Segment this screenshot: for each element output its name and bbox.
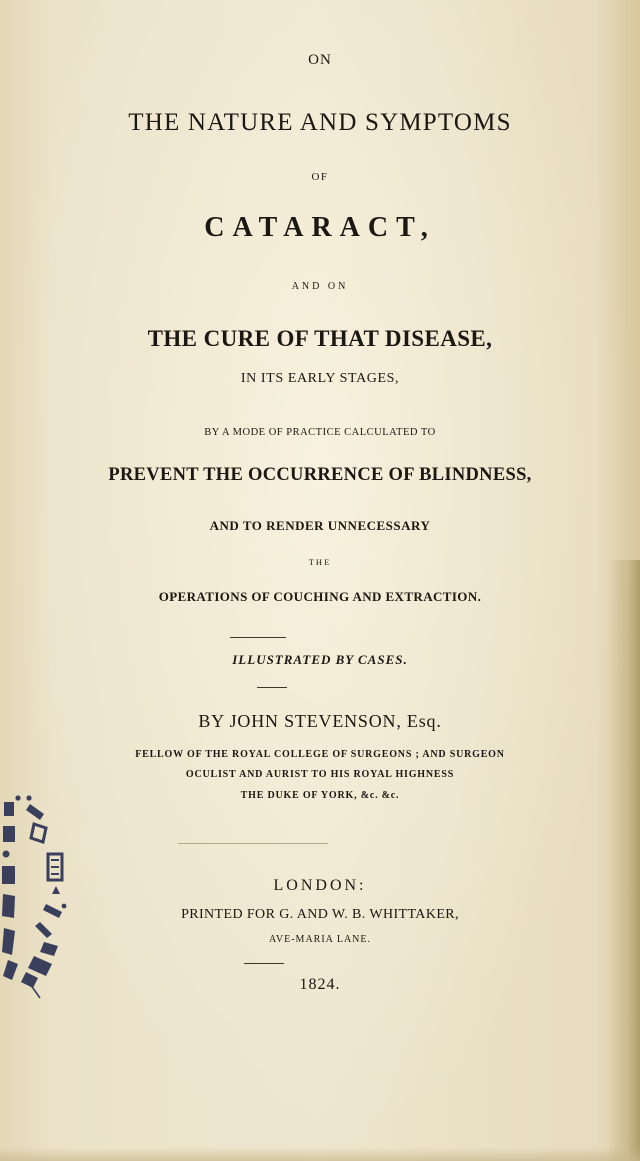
heading-and-on: AND ON bbox=[291, 281, 349, 292]
heading-on: ON bbox=[308, 52, 332, 68]
imprint-address: AVE-MARIA LANE. bbox=[268, 934, 372, 945]
divider-rule bbox=[257, 687, 287, 688]
early-stages-line: IN ITS EARLY STAGES, bbox=[240, 371, 400, 386]
mode-line: BY A MODE OF PRACTICE CALCULATED TO bbox=[204, 427, 436, 438]
paper-bottom-edge bbox=[0, 1147, 640, 1161]
divider-rule bbox=[178, 843, 328, 844]
paper-edge-stain bbox=[608, 560, 640, 1161]
credentials-line: FELLOW OF THE ROYAL COLLEGE OF SURGEONS ; AND SURGEON bbox=[135, 749, 505, 760]
the-line: THE bbox=[308, 557, 332, 567]
cure-title: THE CURE OF THAT DISEASE, bbox=[147, 326, 493, 351]
prevent-line: PREVENT THE OCCURRENCE OF BLINDNESS, bbox=[108, 465, 532, 485]
credentials-line: THE DUKE OF YORK, &c. &c. bbox=[240, 790, 400, 801]
credentials-line: OCULIST AND AURIST TO HIS ROYAL HIGHNESS bbox=[185, 769, 455, 780]
render-line: AND TO RENDER UNNECESSARY bbox=[209, 518, 431, 533]
author-line: BY JOHN STEVENSON, Esq. bbox=[198, 711, 442, 731]
operations-line: OPERATIONS OF COUCHING AND EXTRACTION. bbox=[158, 589, 482, 604]
imprint-place: LONDON: bbox=[273, 877, 367, 894]
divider-rule bbox=[244, 963, 284, 964]
imprint-printer: PRINTED FOR G. AND W. B. WHITTAKER, bbox=[181, 907, 459, 922]
illustrated-line: ILLUSTRATED BY CASES. bbox=[232, 652, 408, 667]
divider-rule bbox=[230, 637, 286, 638]
library-stamp-icon bbox=[0, 790, 120, 1010]
main-title: THE NATURE AND SYMPTOMS bbox=[128, 109, 512, 136]
heading-of: OF bbox=[311, 171, 329, 183]
subject-title: CATARACT, bbox=[204, 212, 436, 243]
imprint-year: 1824. bbox=[299, 976, 341, 993]
